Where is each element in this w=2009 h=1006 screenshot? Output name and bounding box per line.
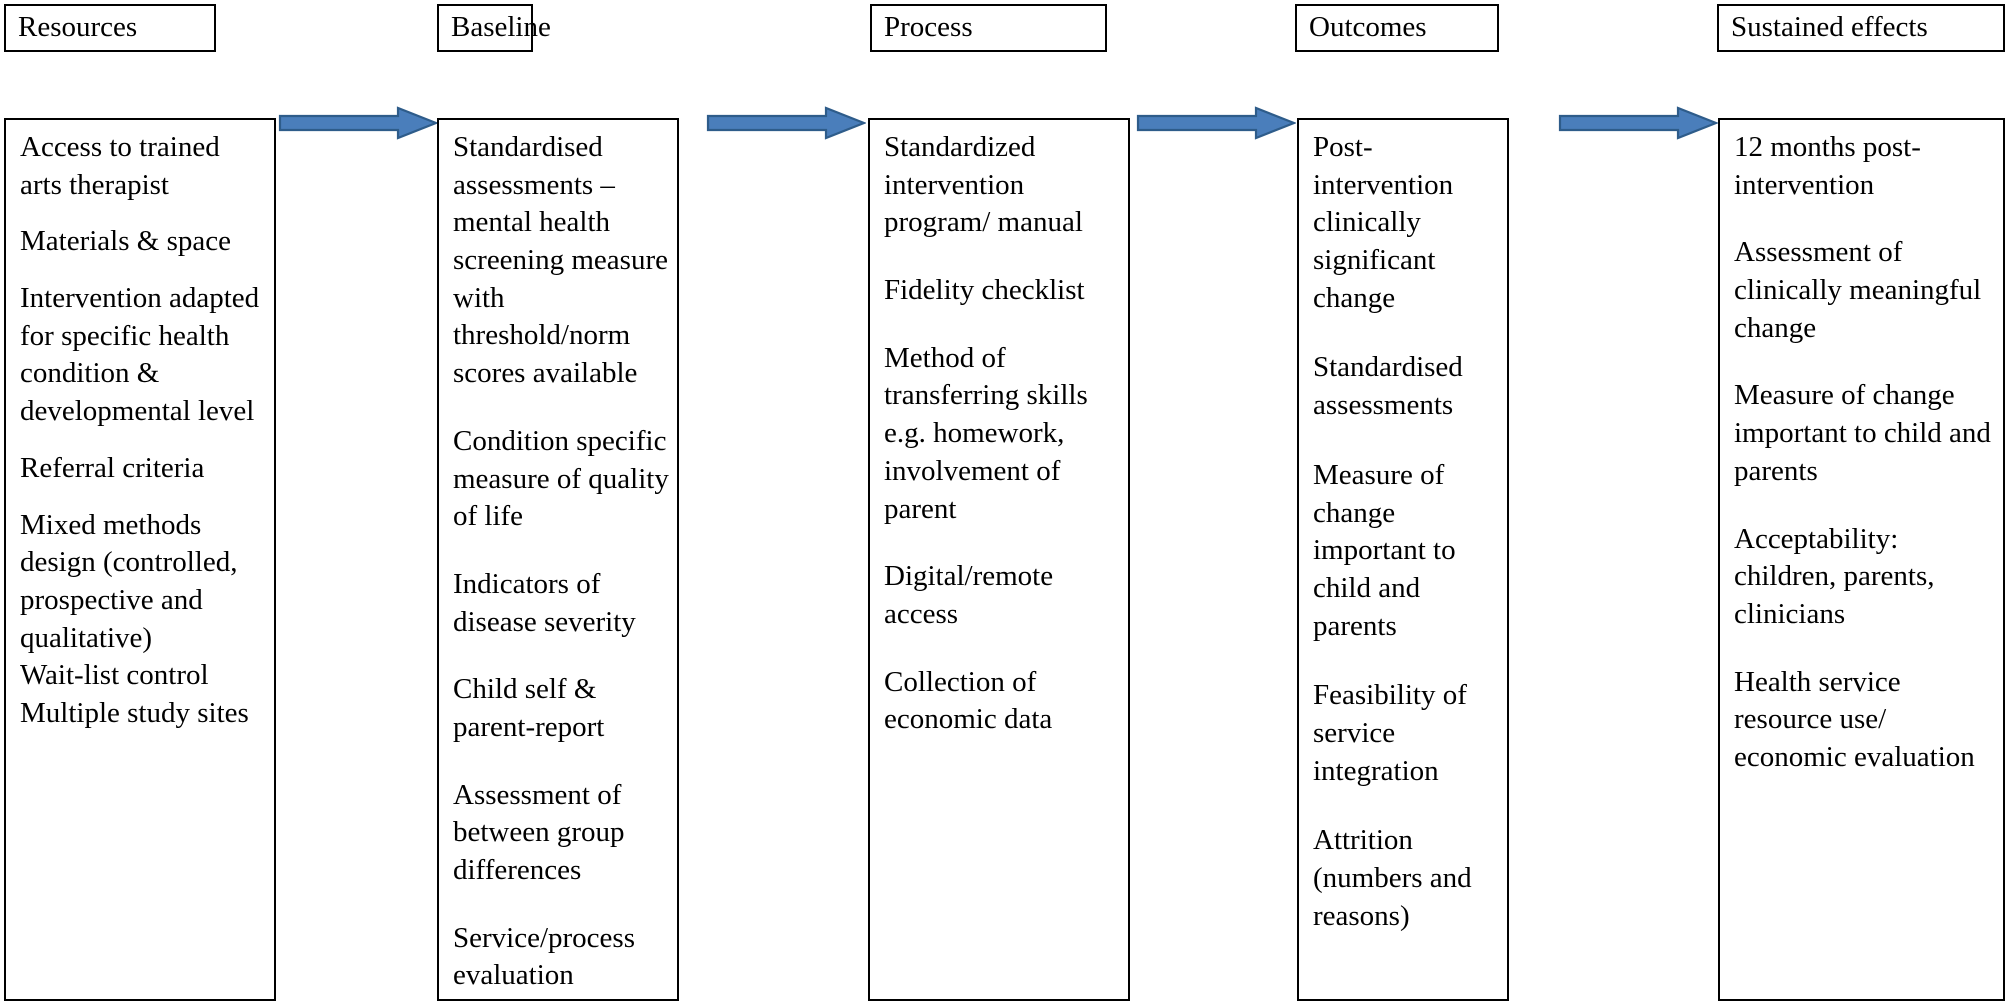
header-label-sustained-effects: Sustained effects bbox=[1731, 11, 1928, 43]
list-item: Referral criteria bbox=[20, 451, 205, 484]
list-item: 12 months post-intervention bbox=[1734, 131, 1921, 201]
right-arrow-icon-1 bbox=[278, 106, 438, 140]
list-item: Materials & space bbox=[20, 225, 231, 258]
list-item: Measure of change important to child and parents bbox=[1734, 379, 1991, 487]
right-arrow-icon-2 bbox=[706, 106, 866, 140]
list-item: Fidelity checklist bbox=[884, 274, 1085, 307]
list-item: Feasibility of service integration bbox=[1313, 679, 1467, 787]
content-box-sustained-effects bbox=[1718, 118, 2005, 1001]
header-label-process: Process bbox=[884, 11, 973, 43]
list-item: Access to trained arts therapist bbox=[20, 131, 220, 201]
list-item: Attrition (numbers and reasons) bbox=[1313, 824, 1472, 932]
content-box-process bbox=[868, 118, 1130, 1001]
list-item: Mixed methods design (controlled, prospective and qualitative) bbox=[20, 508, 238, 654]
list-item: Intervention adapted for specific health condition & developmental level bbox=[20, 282, 260, 428]
list-item: Wait-list control bbox=[20, 659, 209, 692]
list-item: Acceptability: children, parents, clinicians bbox=[1734, 522, 1935, 630]
list-item: Assessment of clinically meaningful change bbox=[1734, 236, 1982, 344]
list-item: Measure of change important to child and parents bbox=[1313, 458, 1456, 642]
list-item: Standardized intervention program/ manual bbox=[884, 131, 1083, 239]
content-box-baseline bbox=[437, 118, 679, 1001]
header-label-outcomes: Outcomes bbox=[1309, 11, 1427, 43]
header-box-sustained-effects bbox=[1717, 4, 2005, 52]
header-box-outcomes bbox=[1295, 4, 1499, 52]
list-item: Multiple study sites bbox=[20, 696, 249, 729]
list-item: Post-intervention clinically significant change bbox=[1313, 131, 1454, 314]
list-item: Indicators of disease severity bbox=[453, 567, 636, 638]
list-item: Method of transferring skills e.g. homework, involvement of parent bbox=[884, 341, 1088, 525]
list-item: Collection of economic data bbox=[884, 665, 1053, 736]
list-item: Standardised assessments bbox=[1313, 351, 1463, 422]
list-item: Health service resource use/ economic evaluation bbox=[1734, 665, 1975, 773]
header-label-baseline: Baseline bbox=[451, 11, 551, 43]
content-box-resources bbox=[4, 118, 276, 1001]
header-box-resources bbox=[4, 4, 216, 52]
list-item: Digital/remote access bbox=[884, 560, 1054, 630]
list-item: Standardised assessments – mental health screening measure with threshold/norm scores available bbox=[453, 131, 668, 390]
right-arrow-icon-3 bbox=[1136, 106, 1296, 140]
list-item: Child self & parent-report bbox=[453, 673, 605, 743]
list-item: Assessment of between group differences bbox=[453, 778, 625, 886]
header-box-baseline bbox=[437, 4, 551, 52]
header-box-process bbox=[870, 4, 1107, 52]
list-item: Service/process evaluation bbox=[453, 921, 635, 992]
list-item: Condition specific measure of quality of life bbox=[453, 424, 669, 533]
header-label-resources: Resources bbox=[18, 11, 138, 43]
right-arrow-icon-4 bbox=[1558, 106, 1718, 140]
content-box-outcomes bbox=[1297, 118, 1509, 1001]
